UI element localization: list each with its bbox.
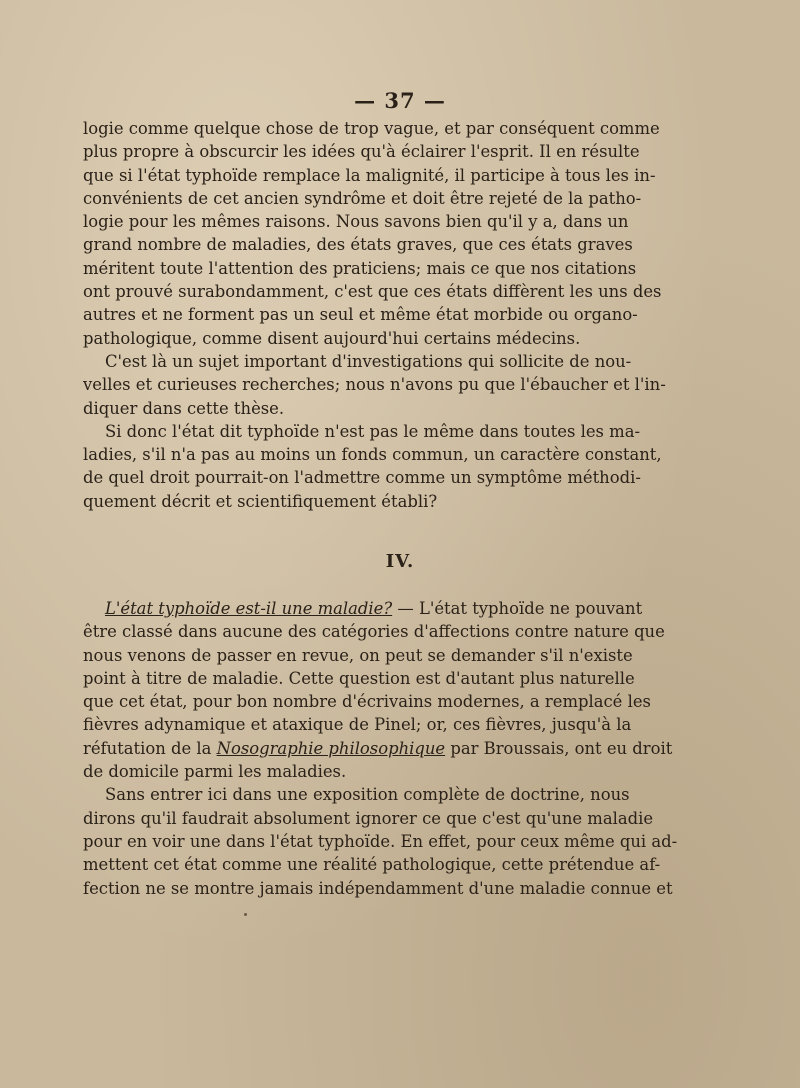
text-line (83, 597, 643, 620)
text-line (83, 737, 673, 760)
text-line: ladies, s'il n'a pas au moins un fonds commun, un caractère constant, (83, 445, 662, 465)
text-line: méritent toute l'attention des praticiens; mais ce que nos citations (83, 258, 637, 278)
text-block-section-4 (83, 597, 678, 900)
text-line: ont prouvé surabondamment, c'est que ces états diffèrent les uns des (83, 282, 662, 302)
text-line: pathologique, comme disent aujourd'hui certains médecins. (83, 328, 581, 348)
text-span: par Broussais, ont eu droit (445, 738, 673, 758)
text-line: nous venons de passer en revue, on peut se demander s'il n'existe (83, 645, 633, 665)
text-line: C'est là un sujet important d'investigations qui sollicite de nou- (105, 351, 632, 371)
paragraph (83, 350, 666, 420)
text-line: convénients de cet ancien syndrôme et doit être rejeté de la patho- (83, 188, 642, 208)
text-line: Si donc l'état dit typhoïde n'est pas le même dans toutes les ma- (105, 421, 641, 441)
text-line: velles et curieuses recherches; nous n'avons pu que l'ébaucher et l'in- (83, 375, 666, 395)
paragraph (83, 783, 678, 899)
text-line: quement décrit et scientifiquement établi? (83, 491, 438, 511)
text-block-section-3 (83, 117, 666, 513)
text-line: que si l'état typhoïde remplace la malignité, il participe à tous les in- (83, 165, 656, 185)
text-line: logie comme quelque chose de trop vague, et par conséquent comme (83, 119, 660, 138)
text-line: fection ne se montre jamais indépendamment d'une maladie connue et (83, 878, 673, 898)
text-line: être classé dans aucune des catégories d'affections contre nature que (83, 622, 665, 642)
text-line: pour en voir une dans l'état typhoïde. En effet, pour ceux même qui ad- (83, 831, 678, 851)
book-title: Nosographie philosophique (216, 738, 446, 758)
text-line: logie pour les mêmes raisons. Nous savons bien qu'il y a, dans un (83, 212, 629, 232)
text-span: — L'état typhoïde ne pouvant (392, 599, 643, 618)
text-line: de domicile parmi les maladies. (83, 762, 347, 782)
text-span: réfutation de la (83, 738, 217, 758)
page-number: — 37 — (354, 88, 446, 113)
text-line: dirons qu'il faudrait absolument ignorer ce que c'est qu'une maladie (83, 808, 654, 828)
ink-speck (244, 913, 247, 916)
text-line: fièvres adynamique et ataxique de Pinel; or, ces fièvres, jusqu'à la (83, 715, 632, 735)
paragraph (83, 597, 673, 783)
text-line: autres et ne forment pas un seul et même état morbide ou organo- (83, 305, 638, 325)
paragraph (83, 117, 662, 350)
text-line: mettent cet état comme une réalité pathologique, cette prétendue af- (83, 855, 661, 875)
text-line: diquer dans cette thèse. (83, 398, 285, 418)
paragraph (83, 420, 662, 513)
text-line: point à titre de maladie. Cette question est d'autant plus naturelle (83, 668, 635, 688)
section-question: L'état typhoïde est-il une maladie? (105, 599, 393, 618)
text-line: plus propre à obscurcir les idées qu'à éclairer l'esprit. Il en résulte (83, 142, 640, 162)
text-line: Sans entrer ici dans une exposition complète de doctrine, nous (105, 785, 630, 805)
text-line: grand nombre de maladies, des états graves, que ces états graves (83, 235, 633, 255)
text-line: que cet état, pour bon nombre d'écrivains modernes, a remplacé les (83, 692, 651, 712)
section-heading: IV. (385, 551, 415, 572)
text-line: de quel droit pourrait-on l'admettre comme un symptôme méthodi- (83, 468, 641, 488)
